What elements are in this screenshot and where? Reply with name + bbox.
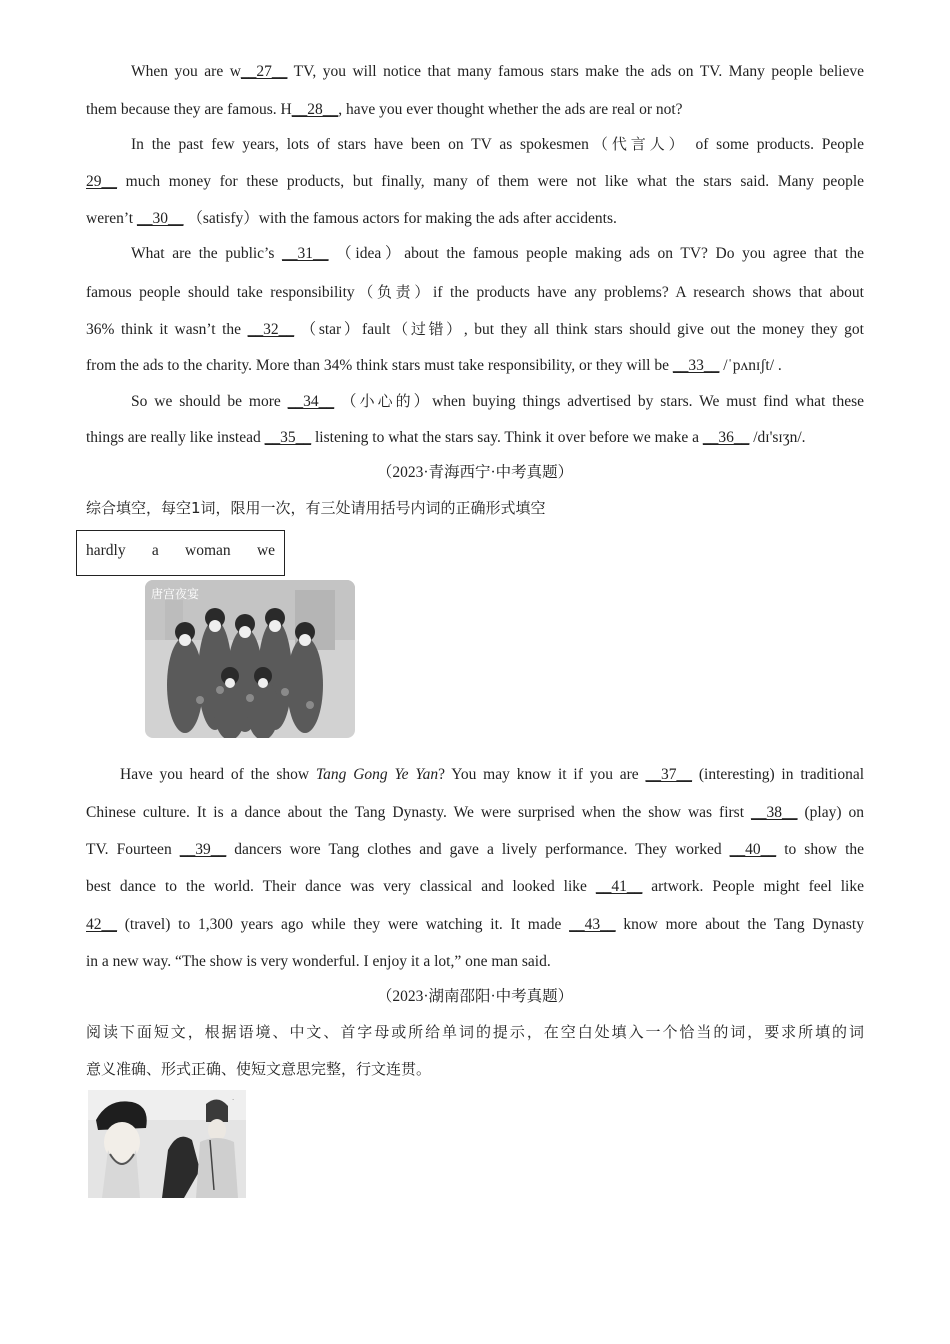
p3-line2: famous people should take responsibility（负责）if the products have any problems? A research shows that about xyxy=(86,283,864,301)
blank-40: __40__ xyxy=(729,841,777,858)
blank-34: __34__ xyxy=(287,393,335,410)
show-title: Tang Gong Ye Yan xyxy=(315,766,439,783)
blank-39: __39__ xyxy=(179,841,227,858)
blank-29: 29__ xyxy=(86,173,117,190)
source-1: （2023·青海西宁·中考真题） xyxy=(376,464,574,481)
blank-27: __27__ xyxy=(240,63,288,80)
p2-line2: 29__ much money for these products, but finally, many of them were not like what the stars said. Many people xyxy=(86,173,864,190)
blank-43: __43__ xyxy=(569,916,616,933)
p3-line1: What are the public’s __31__ （idea）about the famous people making ads on TV? Do you agree that the xyxy=(131,245,864,262)
p5-line1: Have you heard of the show Tang Gong Ye Yan? You may know it if you are __37__ (interesting) in traditional xyxy=(120,766,865,783)
poet-illustration xyxy=(88,1090,246,1198)
blank-28: __28__ xyxy=(291,101,339,118)
p3-line4: from the ads to the charity. More than 34% think stars must take responsibility, or they will be __33__ /ˈpʌnɪʃt/ . xyxy=(86,357,782,374)
p5-line4: best dance to the world. Their dance was very classical and looked like __41__ artwork. People might feel like xyxy=(86,878,864,895)
word-1: hardly xyxy=(86,542,126,559)
p4-line2: things are really like instead __35__ listening to what the stars say. Think it over before we make a __36__ /dɪ'sɪʒn/. xyxy=(86,429,806,446)
blank-32: __32__ xyxy=(247,321,295,338)
blank-41: __41__ xyxy=(595,878,643,895)
instruction-2-line1: 阅读下面短文，根据语境、中文、首字母或所给单词的提示，在空白处填入一个恰当的词，要求所填的词 xyxy=(86,1023,864,1041)
dancers-illustration xyxy=(145,580,355,738)
blank-38: __38__ xyxy=(751,804,798,821)
word-box xyxy=(76,530,285,576)
word-3: woman xyxy=(185,542,231,559)
svg-text:.: . xyxy=(232,1094,235,1102)
p5-line5: 42__ (travel) to 1,300 years ago while they were watching it. It made __43__ know more about the Tang Dynasty xyxy=(86,916,864,933)
instruction-2-line2: 意义准确、形式正确、使短文意思完整，行文连贯。 xyxy=(86,1060,432,1078)
blank-37: __37__ xyxy=(645,766,693,783)
poet-image xyxy=(88,1090,246,1198)
p2-line1: In the past few years, lots of stars have been on TV as spokesmen（代言人） of some products. People xyxy=(131,135,864,153)
p1-line2: them because they are famous. H__28__, have you ever thought whether the ads are real or not? xyxy=(86,101,683,118)
word-4: we xyxy=(256,542,276,559)
p2-line3: weren’t __30__ （satisfy）with the famous actors for making the ads after accidents. xyxy=(86,210,617,227)
word-2: a xyxy=(151,542,159,559)
blank-42: 42__ xyxy=(86,916,117,933)
instruction-1: 综合填空，每空1词，限用一次，有三处请用括号内词的正确形式填空 xyxy=(86,499,546,517)
blank-30: __30__ xyxy=(136,210,184,227)
blank-31: __31__ xyxy=(282,245,329,262)
source-2: （2023·湖南邵阳·中考真题） xyxy=(376,988,574,1005)
blank-36: __36__ xyxy=(702,429,750,446)
p3-line3: 36% think it wasn’t the __32__ （star）fault（过错）, but they all think stars should give out the money they got xyxy=(86,320,864,338)
blank-35: __35__ xyxy=(264,429,312,446)
p5-line3: TV. Fourteen __39__ dancers wore Tang clothes and gave a lively performance. They worked __40__ to show the xyxy=(86,841,865,858)
p1-line1: When you are w__27__ TV, you will notice that many famous stars make the ads on TV. Many people believe xyxy=(131,63,864,80)
p5-line2: Chinese culture. It is a dance about the Tang Dynasty. We were surprised when the show was first __38__ (play) on xyxy=(86,804,864,821)
p4-line1: So we should be more __34__ （小心的）when buying things advertised by stars. We must find what these xyxy=(131,392,864,410)
p5-line6: in a new way. “The show is very wonderful. I enjoy it a lot,” one man said. xyxy=(86,953,551,970)
blank-33: __33__ xyxy=(672,357,720,374)
overlay-title: 唐宫夜宴 xyxy=(151,587,200,601)
dancers-image xyxy=(145,580,355,738)
